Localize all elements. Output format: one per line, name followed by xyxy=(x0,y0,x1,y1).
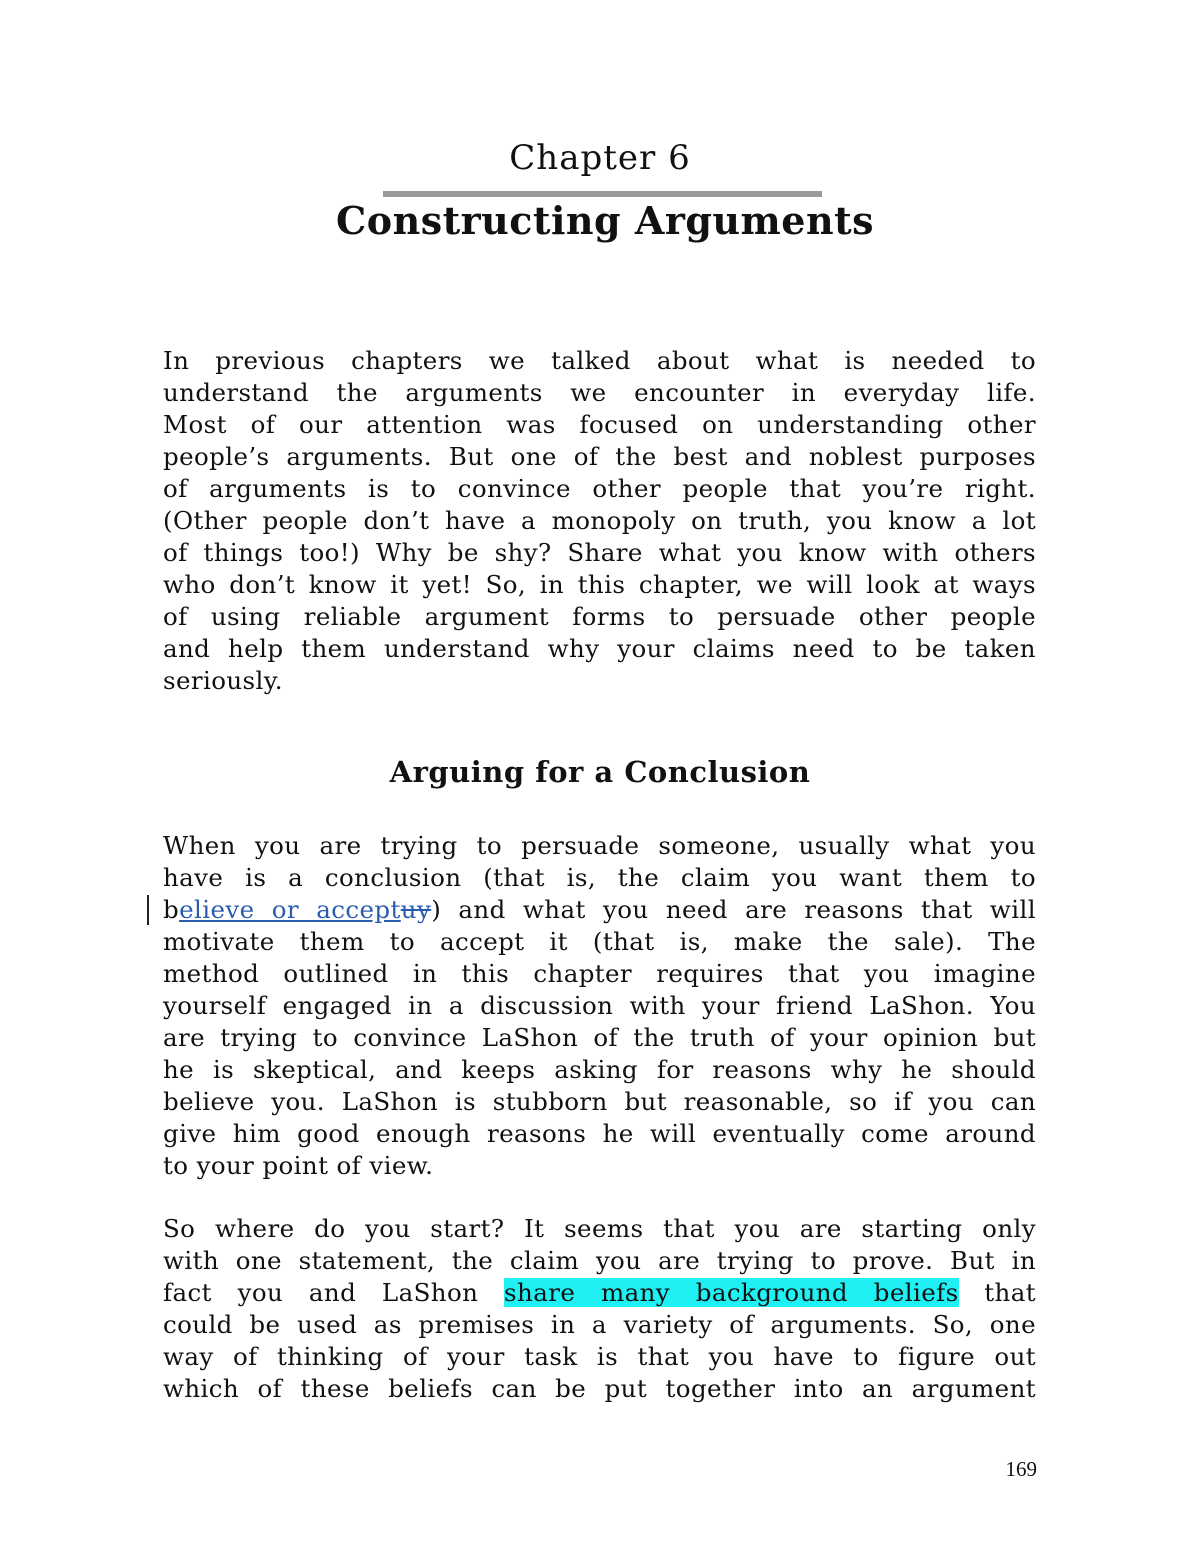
paragraph-line: to your point of view. xyxy=(163,1151,434,1180)
intro-line: Most of our attention was focused on understanding other xyxy=(163,410,1036,439)
paragraph-line-highlighted xyxy=(163,1277,1036,1309)
paragraph-line: When you are trying to persuade someone, usually what you xyxy=(163,831,1036,860)
paragraph-line: motivate them to accept it (that is, make the sale). The xyxy=(163,927,1036,956)
paragraph-line-tracked xyxy=(163,894,1036,926)
paragraph-line: he is skeptical, and keeps asking for reasons why he should xyxy=(163,1055,1036,1084)
intro-line: In previous chapters we talked about what is needed to xyxy=(163,346,1036,375)
chapter-title: Constructing Arguments xyxy=(335,198,875,243)
text-fragment: b xyxy=(163,895,180,924)
revision-change-bar xyxy=(147,895,149,925)
paragraph-persuasion xyxy=(163,830,1036,1182)
intro-line: of things too!) Why be shy? Share what you know with others xyxy=(163,538,1036,567)
paragraph-line: So where do you start? It seems that you are starting only xyxy=(163,1214,1036,1243)
paragraph-line: give him good enough reasons he will eventually come around xyxy=(163,1119,1036,1148)
intro-line: of arguments is to convince other people that you’re right. xyxy=(163,474,1036,503)
paragraph-line: could be used as premises in a variety of arguments. So, one xyxy=(163,1310,1036,1339)
intro-line: (Other people don’t have a monopoly on truth, you know a lot xyxy=(163,506,1036,535)
tracked-deletion[interactable]: uy xyxy=(400,895,432,924)
intro-line: and help them understand why your claims need to be taken xyxy=(163,634,1036,663)
intro-paragraph xyxy=(163,345,1036,697)
tracked-insertion[interactable]: elieve or accept xyxy=(179,895,401,924)
highlighted-text[interactable]: share many background beliefs xyxy=(504,1278,959,1307)
intro-line: seriously. xyxy=(163,666,283,695)
text-fragment: fact you and LaShon xyxy=(163,1278,505,1307)
section-heading: Arguing for a Conclusion xyxy=(389,755,811,789)
paragraph-line: method outlined in this chapter requires that you imagine xyxy=(163,959,1036,988)
page-number: 169 xyxy=(1005,1457,1037,1481)
text-fragment: ) and what you need are reasons that will xyxy=(431,895,1036,924)
paragraph-line: yourself engaged in a discussion with your friend LaShon. You xyxy=(163,991,1036,1020)
text-fragment: that xyxy=(958,1278,1036,1307)
intro-line: understand the arguments we encounter in everyday life. xyxy=(163,378,1036,407)
intro-line: who don’t know it yet! So, in this chapter, we will look at ways xyxy=(163,570,1036,599)
intro-line: of using reliable argument forms to persuade other people xyxy=(163,602,1036,631)
paragraph-line: with one statement, the claim you are trying to prove. But in xyxy=(163,1246,1036,1275)
paragraph-where-to-start xyxy=(163,1213,1036,1405)
chapter-divider xyxy=(383,191,822,197)
paragraph-line: way of thinking of your task is that you have to figure out xyxy=(163,1342,1036,1371)
chapter-label: Chapter 6 xyxy=(509,138,691,178)
paragraph-line: are trying to convince LaShon of the truth of your opinion but xyxy=(163,1023,1036,1052)
paragraph-line: which of these beliefs can be put together into an argument xyxy=(163,1374,1036,1403)
paragraph-line: believe you. LaShon is stubborn but reasonable, so if you can xyxy=(163,1087,1036,1116)
paragraph-line: have is a conclusion (that is, the claim you want them to xyxy=(163,863,1036,892)
intro-line: people’s arguments. But one of the best and noblest purposes xyxy=(163,442,1036,471)
